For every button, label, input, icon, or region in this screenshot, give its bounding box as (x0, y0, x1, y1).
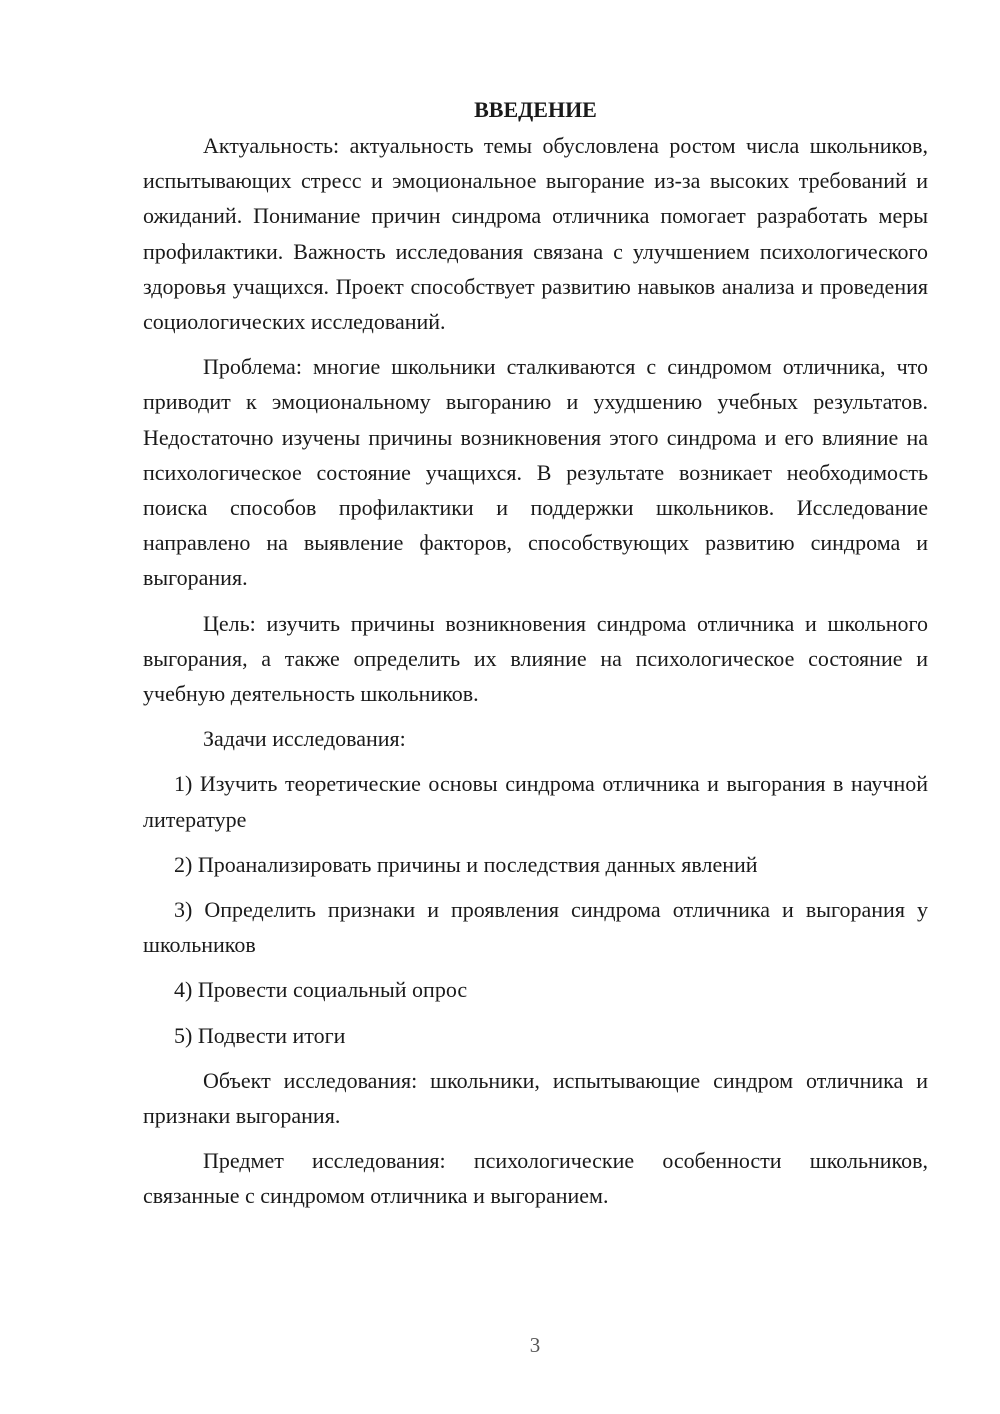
task-item-4: 4) Провести социальный опрос (174, 977, 468, 1003)
task-item-2: 2) Проанализировать причины и последствия данных явлений (174, 851, 758, 877)
object-paragraph: Объект исследования: школьники, испытывающие синдром отличника и признаки выгорания. (143, 1067, 928, 1129)
problem-paragraph: Проблема: многие школьники сталкиваются с синдромом отличника, что приводит к эмоциональному выгоранию и ухудшению учебных результатов. Недостаточно изучены причины возникновения этого синдрома и его влияние на психологическое состояние учащихся. В результате возникает необходимость поиска способов профилактики и поддержки школьников. Исследование направлено на выявление факторов, способствующих развитию синдрома и выгорания. (143, 354, 928, 591)
task-item-3: 3) Определить признаки и проявления синдрома отличника и выгорания у школьников (143, 897, 928, 958)
goal-paragraph: Цель: изучить причины возникновения синдрома отличника и школьного выгорания, а также определить их влияние на психологическое состояние и учебную деятельность школьников. (143, 610, 928, 707)
section-heading: ВВЕДЕНИЕ (474, 97, 597, 122)
subject-paragraph: Предмет исследования: психологические особенности школьников, связанные с синдромом отличника и выгоранием. (143, 1148, 928, 1209)
relevance-paragraph: Актуальность: актуальность темы обусловлена ростом числа школьников, испытывающих стресс и эмоциональное выгорание из-за высоких требований и ожиданий. Понимание причин синдрома отличника помогает разработать меры профилактики. Важность исследования связана с улучшением психологического здоровья учащихся. Проект способствует развитию навыков анализа и проведения социологических исследований. (143, 133, 928, 335)
task-item-5: 5) Подвести итоги (174, 1022, 346, 1048)
tasks-heading: Задачи исследования: (203, 726, 406, 752)
document-body (143, 94, 928, 1214)
page-number: 3 (529, 1333, 541, 1357)
task-item-1: 1) Изучить теоретические основы синдрома отличника и выгорания в научной литературе (143, 771, 928, 832)
